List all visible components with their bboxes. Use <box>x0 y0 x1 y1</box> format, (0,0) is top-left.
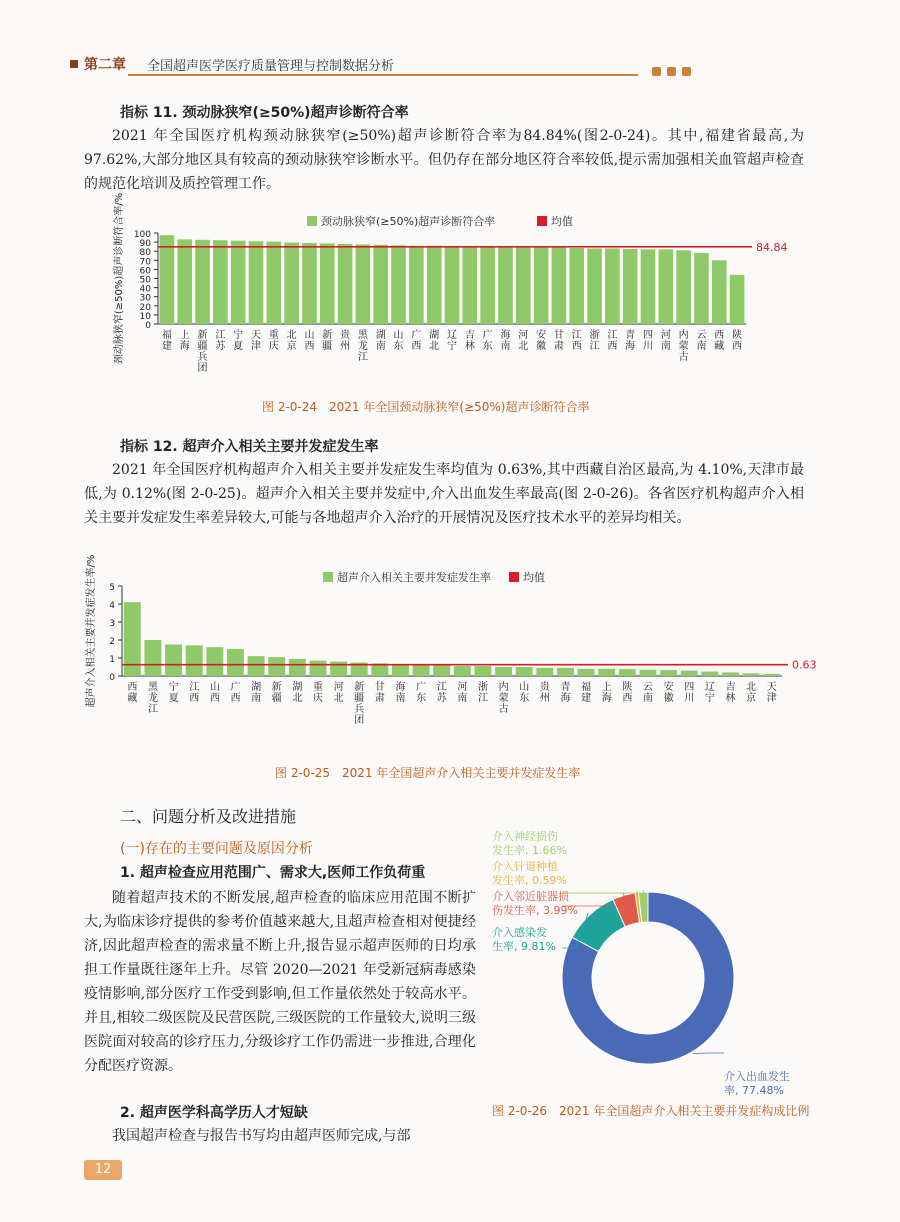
x-tick-label: 山西 <box>209 682 220 704</box>
legend-swatch-mean <box>509 572 519 582</box>
bar <box>309 661 326 676</box>
bar <box>186 645 203 676</box>
x-tick-label: 上海 <box>179 330 190 352</box>
x-tick-label: 湖北 <box>429 330 440 352</box>
header-dot <box>667 67 676 76</box>
bar <box>373 245 388 324</box>
bar <box>598 669 615 676</box>
bar <box>578 669 595 676</box>
x-tick-label: 湖南 <box>375 330 386 352</box>
bar <box>409 246 424 324</box>
x-tick-label: 新疆兵团 <box>354 682 365 726</box>
x-tick-label: 福建 <box>161 330 172 352</box>
indicator-11-paragraph: 2021 年全国医疗机构颈动脉狭窄(≥50%)超声诊断符合率为84.84%(图2-0-24)。其中,福建省最高,为 97.62%,大部分地区具有较高的颈动脉狭窄诊断水平。但仍存在部分地区符合率较低,提示需加强相关血管超声检查的规范化培训及质控管理工作。 <box>84 128 804 192</box>
x-tick-label: 江西 <box>571 330 582 352</box>
x-tick-label: 吉林 <box>464 330 475 352</box>
x-tick-label: 河南 <box>457 682 468 704</box>
legend-label: 颈动脉狭窄(≥50%)超声诊断符合率 <box>321 215 496 228</box>
x-tick-label: 青海 <box>625 330 636 352</box>
x-tick-label: 江西 <box>607 330 618 352</box>
bar <box>267 242 282 324</box>
x-tick-label: 河北 <box>518 330 529 352</box>
bar <box>516 247 531 324</box>
x-tick-label: 陕西 <box>732 330 743 352</box>
bar <box>763 674 780 676</box>
bar <box>639 670 656 676</box>
x-tick-label: 西藏 <box>127 682 138 704</box>
bar <box>557 668 574 676</box>
y-tick-label: 1 <box>109 655 115 665</box>
header-dot <box>652 67 661 76</box>
x-tick-label: 广东 <box>482 330 493 352</box>
slice-label: 介入感染发生率, 9.81% <box>492 926 556 953</box>
x-tick-label: 天津 <box>766 682 777 704</box>
bar <box>722 672 739 676</box>
x-tick-label: 黑龙江 <box>357 330 368 363</box>
x-tick-label: 云南 <box>696 330 707 352</box>
section-title: 二、问题分析及改进措施 <box>120 807 297 826</box>
y-tick-label: 80 <box>139 248 151 259</box>
bar <box>730 275 745 324</box>
x-tick-label: 西藏 <box>714 330 725 352</box>
bar <box>694 253 709 324</box>
bar <box>681 671 698 676</box>
x-tick-label: 内蒙古 <box>498 682 509 715</box>
bar <box>495 667 512 676</box>
x-tick-label: 辽宁 <box>447 330 457 352</box>
legend-label: 均值 <box>523 571 545 584</box>
x-tick-label: 吉林 <box>725 682 736 704</box>
bar <box>454 666 471 676</box>
bar <box>659 249 674 324</box>
y-tick-label: 70 <box>139 257 151 268</box>
x-tick-label: 辽宁 <box>704 682 715 704</box>
bar <box>619 669 636 676</box>
bar <box>660 670 677 676</box>
x-tick-label: 新疆 <box>322 330 333 352</box>
bar <box>474 666 491 676</box>
bar <box>195 240 210 324</box>
x-tick-label: 黑龙江 <box>147 682 158 715</box>
leader-line <box>693 1053 724 1054</box>
x-tick-label: 贵州 <box>539 682 550 704</box>
bar <box>177 239 192 324</box>
header-rule <box>128 74 638 76</box>
bar <box>427 246 442 324</box>
bar <box>160 235 175 324</box>
slice-label: 介入神经损伤发生率, 1.66% <box>492 830 567 857</box>
x-tick-label: 广东 <box>416 682 427 704</box>
x-tick-label: 宁夏 <box>233 330 244 352</box>
x-tick-label: 贵州 <box>340 330 351 352</box>
y-tick-label: 10 <box>139 311 151 322</box>
x-tick-label: 重庆 <box>312 682 323 704</box>
x-tick-label: 广西 <box>230 682 241 704</box>
y-tick-label: 30 <box>139 293 151 304</box>
mean-label: 0.63 <box>792 658 817 672</box>
header-marker <box>70 60 78 68</box>
bar <box>231 241 246 324</box>
x-tick-label: 四川 <box>643 330 653 352</box>
bar <box>536 668 553 676</box>
x-tick-label: 青海 <box>560 682 571 704</box>
y-tick-label: 4 <box>109 601 115 611</box>
y-tick-label: 3 <box>109 619 115 629</box>
legend-label: 超声介入相关主要并发症发生率 <box>337 571 491 584</box>
bar <box>516 667 533 676</box>
bar <box>701 672 718 677</box>
bar <box>268 657 285 676</box>
bar <box>676 250 691 324</box>
slice-label: 介入出血发生率, 77.48% <box>724 1070 790 1097</box>
figure-2-0-24-chart <box>100 192 788 398</box>
bar <box>569 248 584 324</box>
bar <box>391 245 406 324</box>
bar <box>227 649 244 676</box>
bar <box>249 241 264 324</box>
bar <box>445 246 460 324</box>
x-tick-label: 湖南 <box>251 682 262 704</box>
bar <box>284 243 299 324</box>
bar <box>302 243 317 324</box>
bar <box>480 247 495 324</box>
bar <box>743 673 760 676</box>
x-tick-label: 山东 <box>393 330 404 352</box>
bar <box>552 248 567 324</box>
y-tick-label: 100 <box>133 230 151 240</box>
y-tick-label: 50 <box>139 275 151 286</box>
y-tick-label: 20 <box>139 302 151 313</box>
x-tick-label: 内蒙古 <box>678 330 689 363</box>
x-tick-label: 上海 <box>601 682 612 704</box>
header-dot <box>682 67 691 76</box>
y-axis-label: 超声介入相关主要并发症发生率/% <box>86 554 97 708</box>
legend-swatch-bar <box>323 572 333 582</box>
bar <box>330 662 347 676</box>
bar <box>463 247 478 324</box>
problem-1-title: 1. 超声检查应用范围广、需求大,医师工作负荷重 <box>120 865 426 881</box>
figure-2-0-25-chart <box>80 554 817 753</box>
bar <box>165 645 182 677</box>
bar <box>712 260 727 324</box>
y-tick-label: 60 <box>139 266 151 277</box>
indicator-12-heading: 指标 12. 超声介入相关主要并发症发生率 <box>120 439 379 455</box>
x-tick-label: 新疆兵团 <box>197 330 208 374</box>
figure-2-0-24-caption: 图 2-0-24 2021 年全国颈动脉狭窄(≥50%)超声诊断符合率 <box>262 400 590 414</box>
chapter-title: 全国超声医学医疗质量管理与控制数据分析 <box>147 59 395 74</box>
x-tick-label: 江苏 <box>215 330 226 352</box>
figure-2-0-25-caption: 图 2-0-25 2021 年全国超声介入相关主要并发症发生率 <box>275 766 581 780</box>
x-tick-label: 福建 <box>581 682 592 704</box>
subsection-title: (一)存在的主要问题及原因分析 <box>120 841 313 857</box>
legend-label: 均值 <box>551 215 573 228</box>
x-tick-label: 宁夏 <box>168 682 179 704</box>
x-tick-label: 江苏 <box>436 682 447 704</box>
x-tick-label: 北京 <box>286 330 297 352</box>
x-tick-label: 河北 <box>333 682 344 704</box>
problem-1-paragraph: 随着超声技术的不断发展,超声检查的临床应用范围不断扩大,为临床诊疗提供的参考价值越来越大,且超声检查相对便捷经济,因此超声检查的需求量不断上升,报告显示超声医师的日均承担工作量既往逐年上升。尽管 2020—2021 年受新冠病毒感染疫情影响,部分医疗工作受到影响,但工作量依然处于较高水平。并且,相较二级医院及民营医院,三级医院的工作量较大,说明三级医院面对较高的诊疗压力,分级诊疗工作仍需进一步推进,合理化分配医疗资源。 <box>84 890 476 1074</box>
y-tick-label: 2 <box>109 637 115 647</box>
x-tick-label: 海南 <box>395 682 406 704</box>
indicator-12-paragraph: 2021 年全国医疗机构超声介入相关主要并发症发生率均值为 0.63%,其中西藏自治区最高,为 4.10%,天津市最低,为 0.12%(图 2-0-25)。超声介入相关主要并发症中,介入出血发生率最高(图 2-0-26)。各省医疗机构超声介入相关主要并发症发生率差异较大,可能与各地超声介入治疗的开展情况及医疗技术水平的差异均相关。 <box>84 462 804 526</box>
bar <box>206 647 223 676</box>
x-tick-label: 陕西 <box>622 682 633 704</box>
x-tick-label: 海南 <box>500 330 511 352</box>
chapter-label: 第二章 <box>84 57 126 73</box>
y-tick-label: 90 <box>139 239 151 250</box>
page-number: 12 <box>84 1160 122 1180</box>
x-tick-label: 浙江 <box>589 330 600 352</box>
bar <box>587 248 602 324</box>
slice-label: 介入邻近脏器损伤发生率, 3.99% <box>492 890 578 917</box>
legend-swatch-mean <box>537 216 547 226</box>
x-tick-label: 甘肃 <box>553 330 564 352</box>
bar <box>605 248 620 324</box>
x-tick-label: 山西 <box>304 330 315 352</box>
y-axis-label: 颈动脉狭窄(≥50%)超声诊断符合率/% <box>114 192 125 365</box>
x-tick-label: 安徽 <box>536 330 547 352</box>
bar <box>534 248 549 324</box>
x-tick-label: 湖北 <box>292 682 303 704</box>
bar <box>213 240 228 324</box>
bar <box>248 656 265 676</box>
bar <box>498 247 513 324</box>
page-header <box>0 52 900 88</box>
x-tick-label: 重庆 <box>268 330 279 352</box>
bar <box>623 249 638 324</box>
figure-2-0-26-donut <box>488 818 818 1098</box>
x-tick-label: 山东 <box>519 682 530 704</box>
bar <box>413 665 430 676</box>
bar <box>320 243 335 324</box>
slice-label: 介入针道种植发生率, 0.59% <box>492 860 567 887</box>
bar <box>641 249 656 324</box>
y-tick-label: 0 <box>145 321 151 331</box>
x-tick-label: 广西 <box>411 330 422 352</box>
x-tick-label: 云南 <box>642 682 653 704</box>
x-tick-label: 河南 <box>660 330 671 352</box>
mean-label: 84.84 <box>756 240 788 254</box>
x-tick-label: 江西 <box>189 682 200 704</box>
bar <box>338 244 353 324</box>
problem-2-paragraph: 我国超声检查与报告书写均由超声医师完成,与部 <box>112 1128 411 1144</box>
x-tick-label: 北京 <box>746 682 757 704</box>
x-tick-label: 天津 <box>251 330 261 352</box>
x-tick-label: 甘肃 <box>374 682 385 704</box>
bar <box>144 640 161 676</box>
y-tick-label: 0 <box>109 673 115 683</box>
legend-swatch-bar <box>307 216 317 226</box>
problem-2-title: 2. 超声医学科高学历人才短缺 <box>120 1105 308 1121</box>
bar <box>392 664 409 676</box>
y-tick-label: 5 <box>109 583 115 593</box>
y-tick-label: 40 <box>139 284 151 295</box>
x-tick-label: 新疆 <box>271 682 282 704</box>
bar <box>289 659 306 676</box>
indicator-11-heading: 指标 11. 颈动脉狭窄(≥50%)超声诊断符合率 <box>120 105 409 121</box>
x-tick-label: 浙江 <box>477 682 488 704</box>
bar <box>433 665 450 676</box>
x-tick-label: 四川 <box>684 682 695 704</box>
leader-line <box>562 890 644 893</box>
x-tick-label: 安徽 <box>663 682 674 704</box>
figure-2-0-26-caption: 图 2-0-26 2021 年全国超声介入相关主要并发症构成比例 <box>492 1104 810 1118</box>
bar <box>356 244 371 324</box>
